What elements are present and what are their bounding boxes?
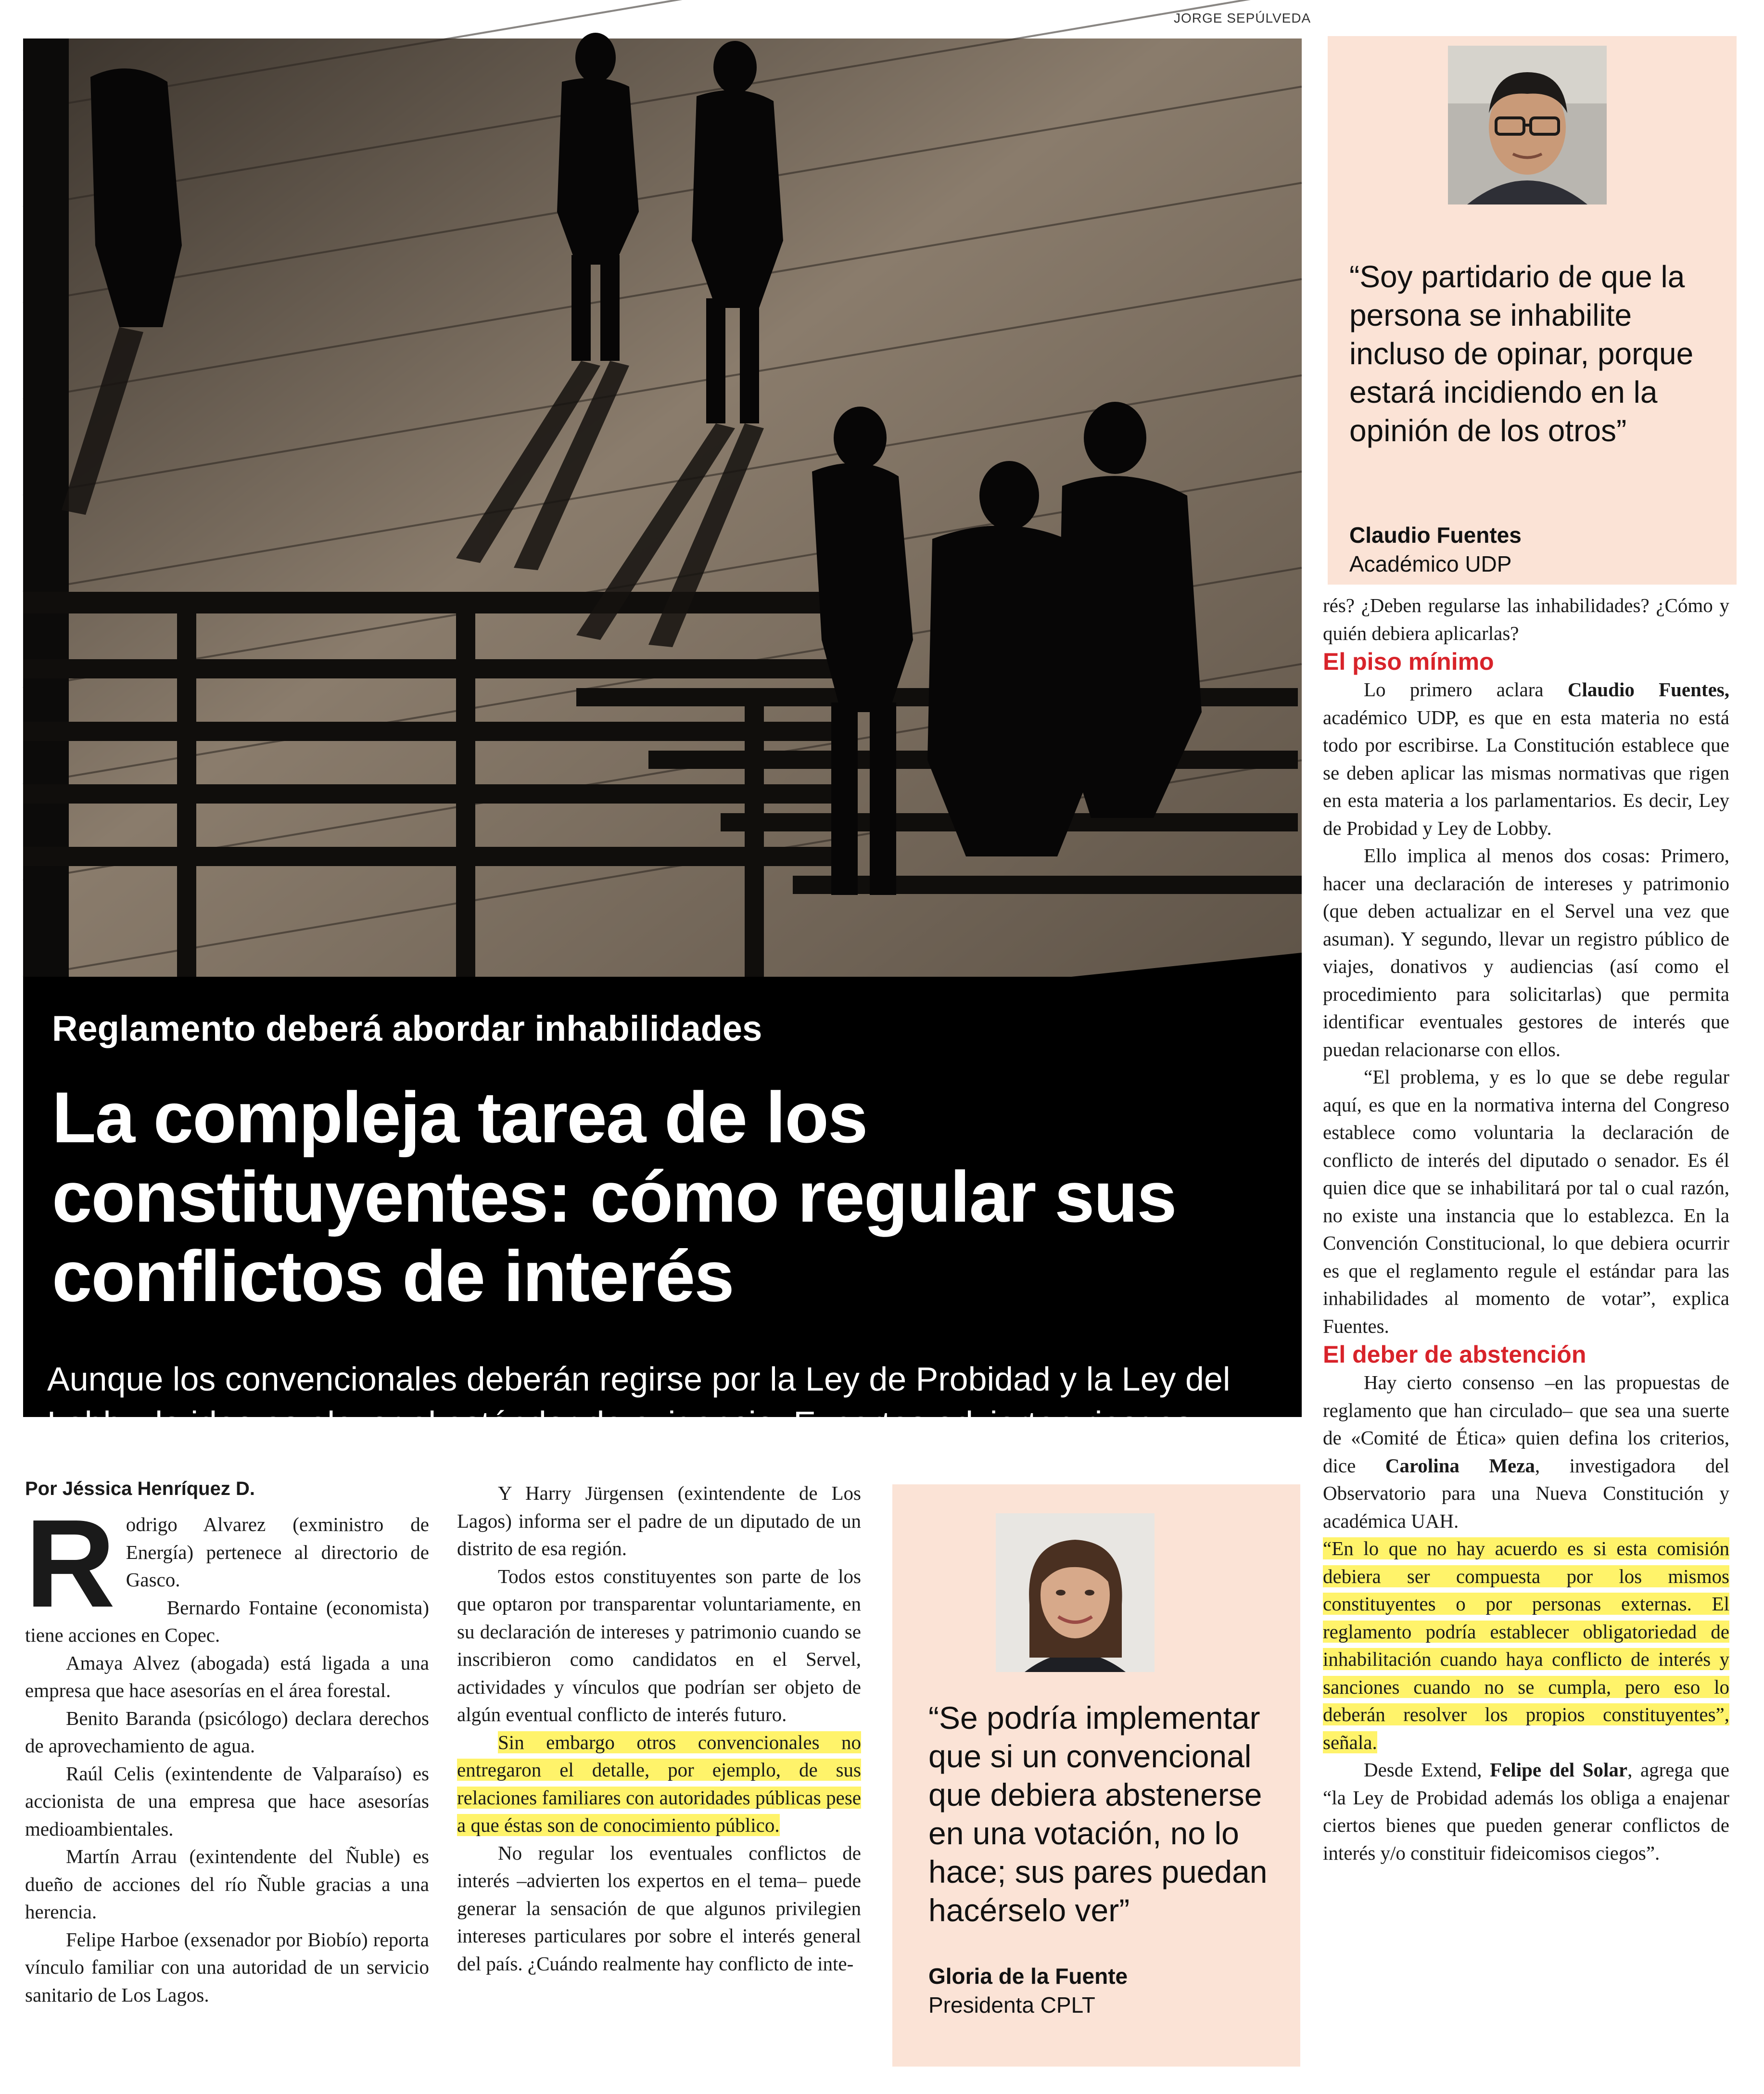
highlighted-paragraph [1323, 1535, 1729, 1756]
paragraph-text: académico UDP, es que en esta materia no está todo por escribirse. La Constitución establece que se deben aplicar las mismas normativas que rigen en esta materia a los parlamentarios. Es decir, Ley de Probidad y Ley de Lobby. [1323, 706, 1729, 839]
paragraph-text: Hay cierto consenso –en las propuestas de reglamento que han circulado– que sea una suerte de «Comité de Ética» quien defina los criterios, dice [1323, 1371, 1729, 1477]
person-name: Carolina Meza [1385, 1454, 1535, 1477]
quote-box-fuentes [1328, 36, 1737, 585]
paragraph-text: , agrega que “la Ley de Probidad además los obliga a enajenar ciertos bienes que pueden generar conflictos de interés y/o constituir fideicomisos ciegos”. [1323, 1759, 1730, 1864]
paragraph [1323, 1756, 1729, 1867]
paragraph: “El problema, y es lo que se debe regular aquí, es que en la normativa interna del Congreso establece como voluntaria la declaración de conflicto de interés del diputado o senador. Es él quien dice que se inhabilitará por tal o cual razón, no existe una instancia que lo establezca. En la Convención Constitucional, lo que debiera ocurrir es que el reglamento regule el estándar para las inhabilidades al momento de votar”, explica Fuentes. [1323, 1066, 1729, 1337]
drop-cap: R [25, 1494, 115, 1634]
highlight: “En lo que no hay acuerdo es si esta comisión debiera ser compuesta por los mismos constituyentes o por personas externas. El reglamento podría establecer obligatoriedad de inhabilitación cuando haya conflicto de interés y sanciones cuando no se cumpla, pero eso lo deberán resolver los propios constituyentes”, señala. [1323, 1537, 1729, 1753]
article-column-2 [457, 1480, 861, 1978]
paragraph: Amaya Alvez (abogada) está ligada a una empresa que hace asesorías en el área forestal. [25, 1651, 429, 1701]
kicker: Reglamento deberá abordar inhabilidades [52, 1009, 762, 1048]
byline: Por Jéssica Henríquez D. [25, 1478, 255, 1499]
article-column-1 [25, 1494, 429, 2009]
quote-box-de-la-fuente [892, 1484, 1300, 2067]
paragraph: rés? ¿Deben regularse las inhabilidades? ¿Cómo y quién debiera aplicarlas? [1323, 594, 1729, 644]
quote-author-role: Presidenta CPLT [928, 1992, 1095, 2017]
hero-photo [23, 38, 1302, 1442]
paragraph: Felipe Harboe (exsenador por Biobío) reporta vínculo familiar con una autoridad de un servicio sanitario de Los Lagos. [25, 1928, 429, 2006]
paragraph: Bernardo Fontaine (economista) tiene acciones en Copec. [25, 1596, 429, 1646]
subheading: El piso mínimo [1323, 648, 1494, 675]
paragraph: Martín Arrau (exintendente del Ñuble) es dueño de acciones del río Ñuble gracias a una herencia. [25, 1845, 429, 1923]
photo-credit: JORGE SEPÚLVEDA [1174, 11, 1311, 26]
article-column-3 [1323, 592, 1729, 1867]
paragraph [1323, 676, 1729, 842]
paragraph-text: Lo primero aclara [1364, 678, 1568, 701]
portrait-claudio-fuentes [1448, 46, 1607, 204]
person-name: Claudio Fuentes, [1567, 678, 1729, 701]
dek: Aunque los convencionales deberán regirse por la Ley de Probidad y la Ley del Lobby, la idea es elevar el estándar de exigencia. Expertos advierten riesgos. [47, 1360, 1231, 1442]
subheading: El deber de abstención [1323, 1341, 1586, 1368]
headline: La compleja tarea de los constituyentes: cómo regular sus conflictos de interés [52, 1077, 1176, 1316]
paragraph: Ello implica al menos dos cosas: Primero, hacer una declaración de intereses y patrimonio (que deben actualizar en el Servel una vez que asuman). Y segundo, llevar un registro público de viajes, donativos y audiencias (así como el procedimiento para solicitarlas) que permita identificar eventuales gestores de interés que puedan relacionarse con ellos. [1323, 844, 1729, 1060]
paragraph: No regular los eventuales conflictos de interés –advierten los expertos en el tema– puede generar la sensación de que algunos privilegien intereses particulares por sobre el interés general del país. ¿Cuándo realmente hay conflicto de inte- [457, 1841, 861, 1975]
paragraph: Benito Baranda (psicólogo) declara derechos de aprovechamiento de agua. [25, 1707, 429, 1757]
quote-author-role: Académico UDP [1349, 551, 1512, 576]
portrait-gloria-de-la-fuente [996, 1513, 1155, 1672]
highlighted-paragraph [457, 1729, 861, 1839]
quote-author-name: Claudio Fuentes [1349, 523, 1522, 548]
highlight: Sin embargo otros convencionales no entregaron el detalle, por ejemplo, de sus relaciones familiares con autoridades públicas pese a que éstas son de conocimiento público. [457, 1731, 861, 1836]
paragraph-text: Desde Extend, [1364, 1759, 1490, 1781]
paragraph: Y Harry Jürgensen (exintendente de Los Lagos) informa ser el padre de un diputado de un distrito de esa región. [457, 1482, 861, 1559]
paragraph: Raúl Celis (exintendente de Valparaíso) es accionista de una empresa que hace asesorías medioambientales. [25, 1762, 429, 1840]
paragraph-text: odrigo Alvarez (exministro de Energía) pertenece al directorio de Gasco. [126, 1513, 429, 1591]
person-name: Felipe del Solar [1490, 1759, 1628, 1781]
paragraph [1323, 1369, 1729, 1535]
pull-quote-text: “Soy partidario de que la persona se inhabilite incluso de opinar, porque estará incidiendo en la opinión de los otros” [1349, 259, 1694, 448]
paragraph: Todos estos constituyentes son parte de los que optaron por transparentar voluntariamente, en su declaración de intereses y patrimonio cuando se inscribieron como candidatos en el Servel, actividades y vínculos que podrían ser objeto de algún eventual conflicto de interés futuro. [457, 1565, 861, 1725]
paragraph-text: , investigadora del Observatorio para una Nueva Constitución y académica UAH. [1323, 1454, 1730, 1532]
pull-quote-text: “Se podría implementar que si un convencional que debiera abstenerse en una votación, no lo hace; sus pares puedan hacérselo ver” [928, 1700, 1268, 1928]
quote-author-name: Gloria de la Fuente [928, 1964, 1128, 1989]
